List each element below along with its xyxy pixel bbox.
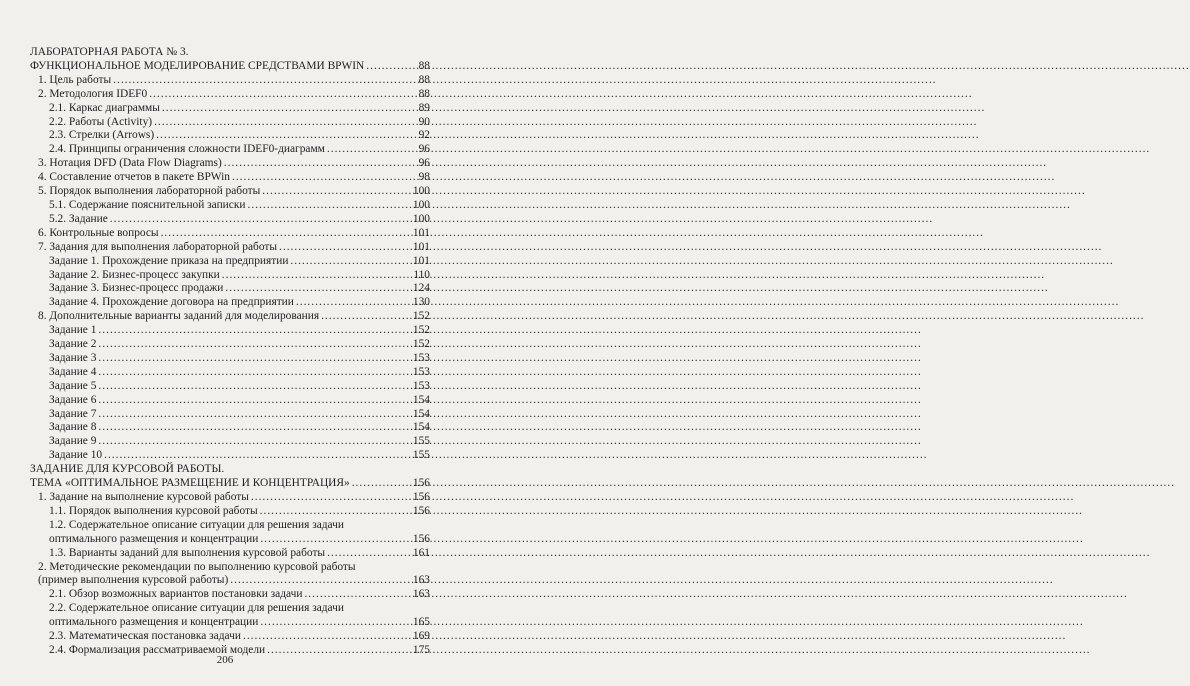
- toc-entry: [30, 241, 430, 255]
- toc-entry: [30, 282, 430, 296]
- toc-entry-page: 100: [412, 212, 430, 225]
- toc-entry-title: Задание 8: [49, 421, 97, 434]
- toc-entry-title: 2.3. Стрелки (Arrows): [49, 129, 155, 142]
- toc-entry: [30, 616, 430, 630]
- toc-entry-title: 4. Составление отчетов в пакете BPWin: [38, 171, 230, 184]
- toc-entry-page: 154: [412, 407, 430, 420]
- toc-entry-page: 156: [412, 477, 430, 490]
- toc-entry: [30, 88, 430, 102]
- dot-leader: [260, 533, 411, 547]
- toc-entry-page: 161: [412, 546, 430, 559]
- toc-entry-page: 98: [418, 171, 430, 184]
- toc-entry: [30, 310, 430, 324]
- dot-leader: [98, 352, 411, 366]
- toc-entry-page: 153: [412, 379, 430, 392]
- toc-entry-page: 156: [412, 491, 430, 503]
- toc-entry: [30, 588, 430, 602]
- dot-leader: [279, 241, 411, 255]
- toc-entry-page: 163: [412, 574, 430, 587]
- toc-entry-title: Задание 10: [49, 449, 103, 462]
- toc-entry-page: 88: [418, 59, 430, 72]
- toc-entry: [30, 602, 430, 616]
- toc-entry: [30, 463, 430, 477]
- dot-leader: [225, 282, 411, 296]
- dot-leader: [251, 491, 411, 505]
- dot-leader: [110, 213, 411, 227]
- toc-entry-page: 154: [412, 421, 430, 434]
- toc-entry-title: 1.3. Варианты заданий для выполнения курсовой работы: [49, 546, 326, 559]
- dot-leader: [247, 199, 410, 213]
- toc-entry-page: 100: [412, 198, 430, 211]
- dot-leader: [290, 255, 410, 269]
- dot-leader: [104, 449, 411, 463]
- dot-leader: [162, 102, 414, 116]
- toc-entry-title: 2.1. Обзор возможных вариантов постановки задачи: [49, 588, 303, 601]
- toc-entry-title: 1. Задание на выполнение курсовой работы: [38, 491, 249, 503]
- toc-entry-page: 96: [418, 143, 430, 156]
- toc-entry-title: Задание 2. Бизнес-процесс закупки: [49, 268, 220, 281]
- toc-entry-title: 2.2. Содержательное описание ситуации для решения задачи: [49, 602, 344, 615]
- toc-entry-title: Задание 3. Бизнес-процесс продажи: [49, 282, 224, 295]
- toc-entry-title: Задание 6: [49, 393, 97, 406]
- table-of-contents: [30, 46, 430, 658]
- toc-entry-title: (пример выполнения курсовой работы): [38, 574, 229, 587]
- toc-entry: [30, 394, 430, 408]
- toc-entry-title: Задание 9: [49, 435, 97, 448]
- toc-entry-title: Задание 5: [49, 379, 97, 392]
- toc-entry-page: 153: [412, 351, 430, 364]
- toc-entry: [30, 102, 430, 116]
- dot-leader: [296, 296, 411, 310]
- toc-entry: [30, 60, 430, 74]
- toc-entry: [30, 255, 430, 269]
- toc-entry-title: 2.2. Работы (Activity): [49, 115, 153, 128]
- toc-entry-title: Задание 1. Прохождение приказа на предприятии: [49, 254, 289, 267]
- toc-entry-title: оптимального размещения и концентрации: [49, 532, 259, 545]
- toc-entry-page: 155: [412, 449, 430, 462]
- toc-entry: [30, 435, 430, 449]
- toc-entry: [30, 561, 430, 575]
- dot-leader: [352, 477, 411, 491]
- toc-entry-page: 96: [418, 157, 430, 170]
- dot-leader: [98, 394, 411, 408]
- toc-entry: [30, 157, 430, 171]
- toc-entry-title: ЗАДАНИЕ ДЛЯ КУРСОВОЙ РАБОТЫ.: [30, 463, 225, 476]
- toc-entry-page: 152: [412, 310, 430, 323]
- toc-entry-page: 90: [418, 115, 430, 128]
- dot-leader: [98, 324, 411, 338]
- toc-entry: [30, 477, 430, 491]
- toc-entry-page: 154: [412, 393, 430, 406]
- toc-entry-title: 5. Порядок выполнения лабораторной работы: [38, 185, 261, 198]
- toc-entry-title: 5.1. Содержание пояснительной записки: [49, 198, 246, 211]
- toc-entry-title: 6. Контрольные вопросы: [38, 226, 159, 239]
- toc-entry-page: 124: [412, 282, 430, 295]
- toc-entry-page: 88: [418, 73, 430, 86]
- toc-entry: [30, 519, 430, 533]
- dot-leader: [304, 588, 410, 602]
- toc-entry: [30, 380, 430, 394]
- dot-leader: [366, 60, 414, 74]
- toc-entry: [30, 533, 430, 547]
- toc-entry: [30, 408, 430, 422]
- toc-entry: [30, 352, 430, 366]
- toc-entry-page: 156: [412, 504, 430, 517]
- dot-leader: [260, 505, 411, 519]
- toc-entry-title: 2.3. Математическая постановка задачи: [49, 630, 241, 643]
- toc-entry: [30, 491, 430, 505]
- dot-leader: [98, 380, 411, 394]
- toc-entry-title: ФУНКЦИОНАЛЬНОЕ МОДЕЛИРОВАНИЕ СРЕДСТВАМИ BPWIN: [30, 59, 365, 72]
- toc-entry-title: 2. Методические рекомендации по выполнению курсовой работы: [38, 560, 356, 573]
- toc-entry-page: 92: [418, 129, 430, 142]
- toc-entry-page: 155: [412, 435, 430, 448]
- toc-entry-title: 2.4. Принципы ограничения сложности IDEF0-диаграмм: [49, 143, 325, 156]
- dot-leader: [161, 227, 411, 241]
- toc-entry: [30, 74, 430, 88]
- dot-leader: [230, 574, 411, 588]
- dot-leader: [232, 171, 414, 185]
- toc-entry-title: 8. Дополнительные варианты заданий для моделирования: [38, 310, 320, 323]
- toc-entry-title: 1.1. Порядок выполнения курсовой работы: [49, 504, 258, 517]
- toc-entry: [30, 338, 430, 352]
- toc-entry-page: 88: [418, 87, 430, 100]
- toc-entry: [30, 574, 430, 588]
- dot-leader: [98, 338, 411, 352]
- toc-entry: [30, 143, 430, 157]
- toc-entry-title: ТЕМА «ОПТИМАЛЬНОЕ РАЗМЕЩЕНИЕ И КОНЦЕНТРАЦИЯ»: [30, 477, 350, 490]
- toc-entry-page: 169: [412, 630, 430, 643]
- dot-leader: [222, 269, 412, 283]
- dot-leader: [243, 630, 411, 644]
- dot-leader: [321, 310, 411, 324]
- toc-entry-title: Задание 7: [49, 407, 97, 420]
- toc-entry: [30, 129, 430, 143]
- dot-leader: [327, 143, 414, 157]
- toc-entry: [30, 171, 430, 185]
- toc-entry-page: 89: [418, 101, 430, 114]
- dot-leader: [224, 157, 414, 171]
- dot-leader: [154, 116, 414, 130]
- toc-entry: [30, 505, 430, 519]
- dot-leader: [98, 435, 411, 449]
- dot-leader: [98, 408, 411, 422]
- toc-entry: [30, 213, 430, 227]
- toc-entry: [30, 269, 430, 283]
- toc-entry-page: 153: [412, 365, 430, 378]
- toc-entry-title: 2.1. Каркас диаграммы: [49, 101, 160, 114]
- toc-entry: [30, 324, 430, 338]
- toc-entry: [30, 227, 430, 241]
- toc-entry: [30, 366, 430, 380]
- toc-entry-page: 110: [413, 268, 430, 281]
- toc-entry-title: 1. Цель работы: [38, 73, 112, 86]
- toc-entry: [30, 199, 430, 213]
- toc-entry-title: Задание 3: [49, 351, 97, 364]
- toc-entry-page: 165: [412, 616, 430, 629]
- toc-entry: [30, 46, 430, 60]
- document-page: [0, 0, 450, 686]
- toc-entry-title: 2.4. Формализация рассматриваемой модели: [49, 643, 266, 656]
- toc-entry-page: 152: [412, 324, 430, 337]
- toc-entry: [30, 449, 430, 463]
- toc-entry: [30, 185, 430, 199]
- toc-entry-page: 152: [412, 338, 430, 351]
- toc-entry-title: Задание 4: [49, 365, 97, 378]
- toc-entry-page: 163: [412, 588, 430, 601]
- toc-entry-page: 101: [412, 240, 430, 253]
- toc-entry-title: ЛАБОРАТОРНАЯ РАБОТА № 3.: [30, 46, 189, 58]
- toc-entry-title: Задание 4. Прохождение договора на предприятии: [49, 296, 294, 309]
- toc-entry-page: 101: [412, 226, 430, 239]
- dot-leader: [260, 616, 411, 630]
- toc-entry: [30, 421, 430, 435]
- toc-entry: [30, 296, 430, 310]
- toc-entry-title: 5.2. Задание: [49, 212, 108, 225]
- toc-entry-page: 101: [412, 254, 430, 267]
- toc-entry-page: 130: [412, 296, 430, 309]
- toc-entry-title: 2. Методология IDEF0: [38, 87, 148, 100]
- dot-leader: [156, 129, 414, 143]
- toc-entry-title: Задание 1: [49, 324, 97, 337]
- toc-entry-title: 7. Задания для выполнения лабораторной работы: [38, 240, 277, 253]
- toc-entry-page: 175: [412, 643, 430, 656]
- toc-entry: [30, 116, 430, 130]
- dot-leader: [149, 88, 414, 102]
- dot-leader: [98, 421, 411, 435]
- toc-entry-title: 1.2. Содержательное описание ситуации для решения задачи: [49, 518, 344, 531]
- page-number: 206: [216, 654, 234, 666]
- dot-leader: [262, 185, 411, 199]
- toc-entry: [30, 630, 430, 644]
- dot-leader: [98, 366, 411, 380]
- toc-entry-title: оптимального размещения и концентрации: [49, 616, 259, 629]
- dot-leader: [113, 74, 414, 88]
- toc-entry-page: 156: [412, 532, 430, 545]
- toc-entry-title: Задание 2: [49, 338, 97, 351]
- dot-leader: [327, 547, 411, 561]
- toc-entry-title: 3. Нотация DFD (Data Flow Diagrams): [38, 157, 222, 170]
- toc-entry: [30, 547, 430, 561]
- toc-entry-page: 100: [412, 185, 430, 198]
